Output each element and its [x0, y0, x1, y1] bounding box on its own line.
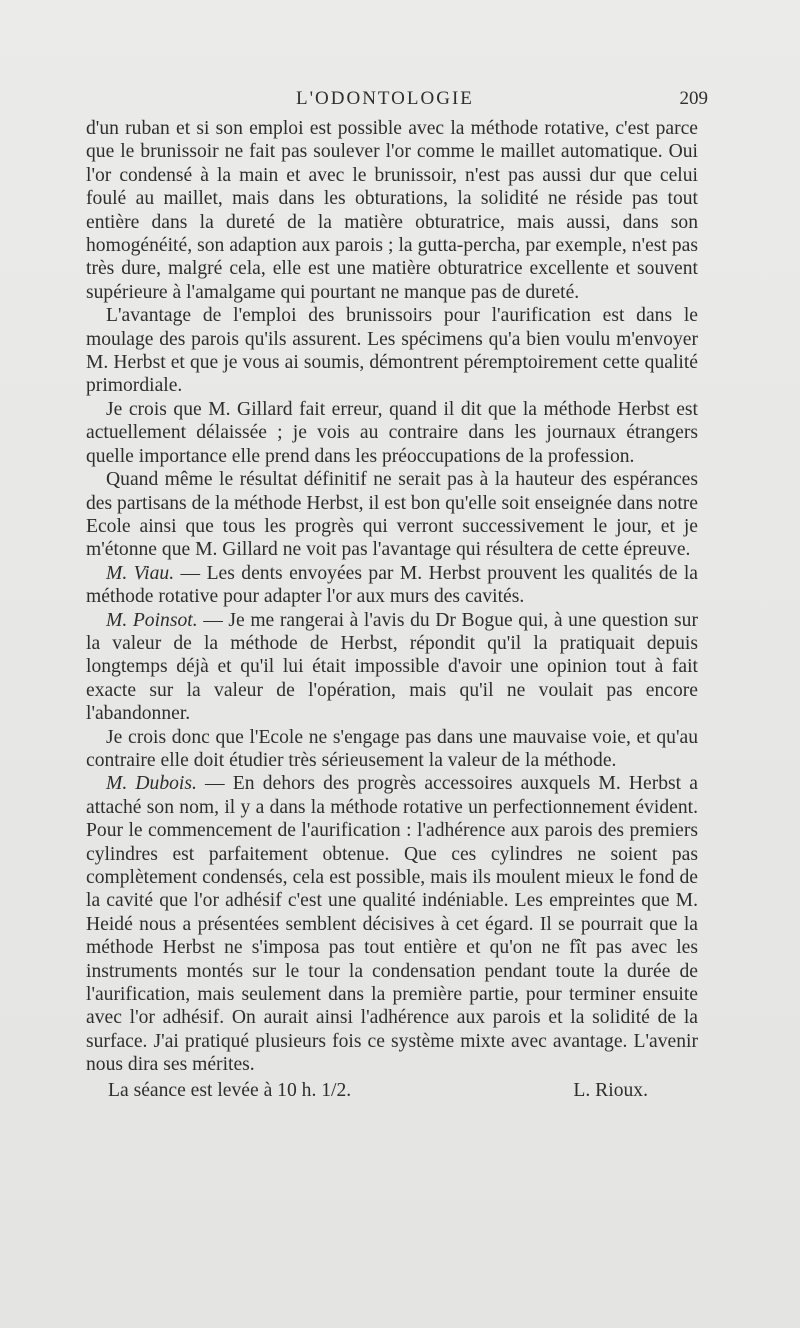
paragraph	[86, 304, 698, 398]
speaker-paragraph	[86, 609, 698, 726]
paragraph-text: Quand même le résultat définitif ne serait pas à la hauteur des espérances des partisans de la méthode Herbst, il est bon qu'elle soit enseignée dans notre Ecole ainsi que tous les progrès qui verront successivement le jour, et je m'étonne que M. Gillard ne voit pas l'avantage qui résultera de cette épreuve.	[86, 469, 698, 561]
paragraph	[86, 726, 698, 773]
paragraph-text: Je crois donc que l'Ecole ne s'engage pas dans une mauvaise voie, et qu'au contraire elle doit étudier très sérieusement la valeur de la méthode.	[86, 726, 698, 771]
paragraph	[86, 117, 698, 304]
closing-line	[86, 1079, 698, 1102]
speaker-paragraph	[86, 772, 698, 1076]
paragraph-text: d'un ruban et si son emploi est possible avec la méthode rotative, c'est parce que le brunissoir ne fait pas soulever l'or comme le maillet automatique. Oui l'or condensé à la main et avec le brunissoir, n'est pas aussi dur que celui foulé au maillet, mais dans les obturations, la solidité ne réside pas tout entière dans la dureté de la matière obturatrice, mais aussi, dans son homogénéité, son adaption aux parois ; la gutta-percha, par exemple, n'est pas très dure, malgré cela, elle est une matière obturatrice excellente et souvent supérieure à l'amalgame qui pourtant ne manque pas de dureté.	[86, 118, 698, 303]
speaker-paragraph	[86, 562, 698, 609]
page-number: 209	[679, 88, 708, 109]
paragraph-text: L'avantage de l'emploi des brunissoirs pour l'aurification est dans le moulage des parois qu'ils assurent. Les spécimens qu'a bien voulu m'envoyer M. Herbst et que je vous ai soumis, démontrent péremptoirement cette qualité primordiale.	[86, 305, 698, 397]
paragraph-text: — En dehors des progrès accessoires auxquels M. Herbst a attaché son nom, il y a dans la méthode rotative un perfectionnement évident. Pour le commencement de l'aurification : l'adhérence aux parois des premiers cylindres est parfaitement obtenue. Que ces cylindres ne soient pas complètement condensés, cela est possible, mais ils moulent mieux le fond de la cavité que l'or adhésif c'est une qualité indéniable. Les empreintes que M. Heidé nous a présentées semblent décisives à cet égard. Il se pourrait que la méthode Herbst ne s'imposa pas tout entière et qu'on ne fît pas avec les instruments montés sur le tour la condensation pendant toute la durée de l'aurification, mais seulement dans la première partie, pour terminer ensuite avec l'or adhésif. On aurait ainsi l'adhérence aux parois et la solidité de la surface. J'ai pratiqué plusieurs fois ce système mixte avec avantage. L'avenir nous dira ses mérites.	[86, 773, 698, 1076]
speaker-name: M. Viau.	[106, 562, 175, 584]
paragraph-text: — Les dents envoyées par M. Herbst prouvent les qualités de la méthode rotative pour adapter l'or aux murs des cavités.	[86, 562, 698, 608]
paragraph	[86, 398, 698, 468]
paragraph-text: — Je me rangerai à l'avis du Dr Bogue qui, à une question sur la valeur de la méthode de Herbst, répondit qu'il la pratiquait depuis longtemps déjà et qu'il lui était impossible d'avoir une opinion tout à fait exacte sur la valeur de l'opération, mais qu'il ne voulait pas encore l'abandonner.	[86, 609, 698, 725]
paragraph-text: Je crois que M. Gillard fait erreur, quand il dit que la méthode Herbst est actuellement délaissée ; je vois au contraire dans les journaux étrangers quelle importance elle prend dans les préoccupations de la profession.	[86, 398, 698, 467]
running-title: L'ODONTOLOGIE	[296, 88, 474, 109]
page-header	[0, 88, 800, 114]
speaker-name: M. Poinsot.	[106, 609, 198, 631]
adjournment-text: La séance est levée à 10 h. 1/2.	[108, 1079, 352, 1101]
paragraph	[86, 468, 698, 562]
body-text	[86, 117, 698, 1102]
signature: L. Rioux.	[573, 1079, 648, 1101]
speaker-name: M. Dubois.	[106, 773, 197, 795]
